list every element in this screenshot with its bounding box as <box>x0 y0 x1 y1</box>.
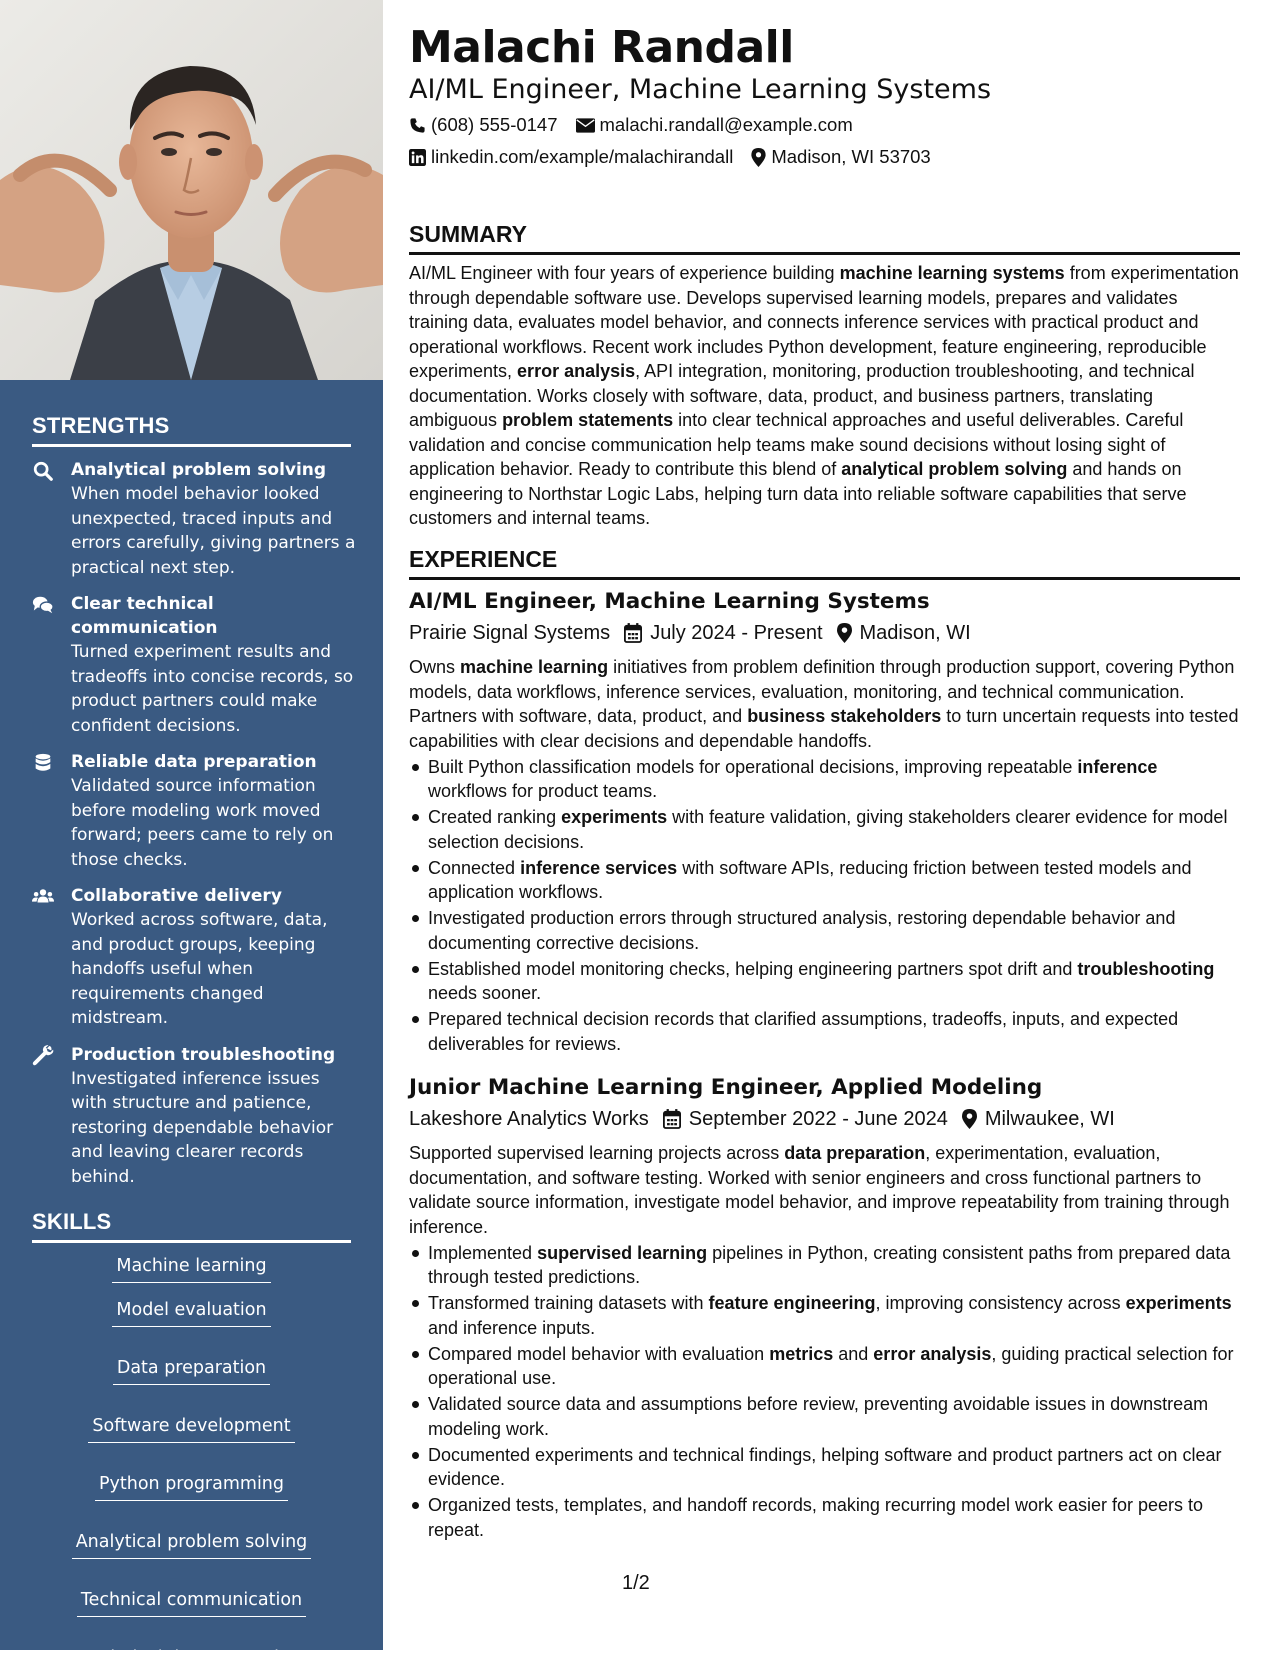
strength-item <box>32 750 357 872</box>
bullet-item: Organized tests, templates, and handoff records, making recurring model work easier for peers to repeat. <box>409 1493 1240 1542</box>
strength-title: Collaborative delivery <box>71 886 282 906</box>
location-text: Madison, WI 53703 <box>771 146 931 167</box>
skill-tag: Software development <box>88 1413 294 1443</box>
strength-item <box>32 458 357 580</box>
strength-title: Reliable data preparation <box>71 752 317 772</box>
contact-email[interactable] <box>576 114 853 136</box>
contact-row <box>409 146 949 168</box>
job-company: Prairie Signal Systems <box>409 622 611 644</box>
bullet-item: Transformed training datasets with feature engineering, improving consistency across experiments and inference inputs. <box>409 1291 1240 1340</box>
phone-icon <box>409 117 426 134</box>
experience-heading: EXPERIENCE <box>409 546 1240 580</box>
skill-tag: Python programming <box>95 1471 288 1501</box>
contact-location <box>751 146 930 168</box>
bullet-item: Built Python classification models for operational decisions, improving repeatable inference workflows for product teams. <box>409 755 1240 804</box>
job-bullets <box>409 755 1240 1057</box>
linkedin-text: linkedin.com/example/malachirandall <box>431 146 734 167</box>
job-company: Lakeshore Analytics Works <box>409 1108 649 1130</box>
strength-item <box>32 884 357 1031</box>
strength-item <box>32 1043 357 1190</box>
contact-phone[interactable] <box>409 114 558 136</box>
wrench-icon <box>32 1045 54 1067</box>
person-name: Malachi Randall <box>409 22 794 73</box>
page-number: 1/2 <box>622 1572 650 1594</box>
profile-photo <box>0 0 383 380</box>
skill-tag: Data preparation <box>113 1355 270 1385</box>
calendar-icon <box>624 623 642 643</box>
strengths-list <box>32 458 357 1201</box>
job-bullets <box>409 1241 1240 1543</box>
strength-description: Investigated inference issues with structure and patience, restoring dependable behavior and leaving clearer records behind. <box>71 1068 334 1187</box>
linkedin-icon <box>409 149 426 166</box>
job-title: Junior Machine Learning Engineer, Applied Modeling <box>409 1075 1043 1100</box>
strength-title: Clear technical communication <box>71 594 218 638</box>
bullet-item: Prepared technical decision records that clarified assumptions, tradeoffs, inputs, and expected deliverables for reviews. <box>409 1007 1240 1056</box>
calendar-icon <box>663 1109 681 1129</box>
envelope-icon <box>576 118 595 133</box>
bullet-item: Created ranking experiments with feature validation, giving stakeholders clearer evidence for model selection decisions. <box>409 805 1240 854</box>
bullet-item: Established model monitoring checks, helping engineering partners spot drift and troubleshooting needs sooner. <box>409 957 1240 1006</box>
bullet-item: Investigated production errors through structured analysis, restoring dependable behavior and documenting corrective decisions. <box>409 906 1240 955</box>
job-title: AI/ML Engineer, Machine Learning Systems <box>409 589 930 614</box>
summary-text: AI/ML Engineer with four years of experience building machine learning systems from experimentation through dependable software use. Develops supervised learning models, prepares and validates training data, evaluates model behavior, and connects inference services with practical product and operational workflows. Recent work includes Python development, feature engineering, reproducible experiments, error analysis, API integration, monitoring, production troubleshooting, and technical documentation. Works closely with software, data, product, and business partners, translating ambiguous problem statements into clear technical approaches and useful deliverables. Careful validation and concise communication help teams make sound decisions without losing sight of application behavior. Ready to contribute this blend of analytical problem solving and hands on engineering to Northstar Logic Labs, helping turn data into reliable software capabilities that serve customers and internal teams. <box>409 263 1239 528</box>
bullet-item: Connected inference services with software APIs, reducing friction between tested models and application workflows. <box>409 856 1240 905</box>
phone-text: (608) 555-0147 <box>431 114 558 135</box>
bullet-item: Compared model behavior with evaluation metrics and error analysis, guiding practical selection for operational use. <box>409 1342 1240 1391</box>
map-pin-icon <box>837 623 852 643</box>
summary-heading: SUMMARY <box>409 221 1240 255</box>
skill-tag: Technical documentation <box>78 1645 304 1675</box>
job-description: Supported supervised learning projects across data preparation, experimentation, evaluation, documentation, and software testing. Worked with senior engineers and cross functional partners to validate source information, investigate model behavior, and improve repeatability from training through inference. <box>409 1143 1230 1237</box>
skills-list <box>32 1253 351 1675</box>
job-meta <box>409 617 1240 649</box>
bullet-item: Validated source data and assumptions before review, preventing avoidable issues in downstream modeling work. <box>409 1392 1240 1441</box>
skill-tag: Analytical problem solving <box>72 1529 312 1559</box>
contact-linkedin[interactable] <box>409 146 733 168</box>
bullet-item: Documented experiments and technical findings, helping software and product partners act on clear evidence. <box>409 1443 1240 1492</box>
job-entry <box>409 1074 1240 1542</box>
search-icon <box>32 460 54 482</box>
skill-tag: Model evaluation <box>112 1297 270 1327</box>
strength-item <box>32 592 357 738</box>
users-icon <box>32 886 54 908</box>
skills-heading: SKILLS <box>32 1209 351 1243</box>
contact-row <box>409 114 871 136</box>
database-icon <box>32 752 54 774</box>
strength-title: Production troubleshooting <box>71 1044 336 1065</box>
sidebar <box>0 0 383 1668</box>
strength-title: Analytical problem solving <box>71 460 327 480</box>
bullet-item: Implemented supervised learning pipelines in Python, creating consistent paths from prepared data through tested predictions. <box>409 1241 1240 1290</box>
skill-tag: Machine learning <box>112 1253 270 1283</box>
job-entry <box>409 588 1240 1056</box>
job-location: Madison, WI <box>859 622 971 644</box>
strength-description: Worked across software, data, and product groups, keeping handoffs useful when requirements changed midstream. <box>71 910 328 1028</box>
strength-description: Validated source information before modeling work moved forward; peers came to rely on those checks. <box>71 776 334 870</box>
job-dates: September 2022 - June 2024 <box>688 1108 948 1130</box>
skill-tag: Technical communication <box>77 1587 306 1617</box>
strength-description: Turned experiment results and tradeoffs into concise records, so product partners could make confident decisions. <box>71 642 354 736</box>
job-meta <box>409 1103 1240 1135</box>
strength-description: When model behavior looked unexpected, traced inputs and errors carefully, giving partners a practical next step. <box>71 484 356 578</box>
job-description: Owns machine learning initiatives from problem definition through production support, covering Python models, data workflows, inference services, evaluation, monitoring, and technical communication. Partners with software, data, product, and business stakeholders to turn uncertain requests into tested capabilities with clear decisions and dependable handoffs. <box>409 657 1239 751</box>
email-text: malachi.randall@example.com <box>599 114 853 135</box>
job-location: Milwaukee, WI <box>984 1108 1115 1130</box>
strengths-heading: STRENGTHS <box>32 413 351 447</box>
map-pin-icon <box>751 148 766 167</box>
comments-icon <box>32 594 54 616</box>
job-dates: July 2024 - Present <box>650 622 823 644</box>
person-headline: AI/ML Engineer, Machine Learning Systems <box>409 74 992 105</box>
map-pin-icon <box>962 1109 977 1129</box>
